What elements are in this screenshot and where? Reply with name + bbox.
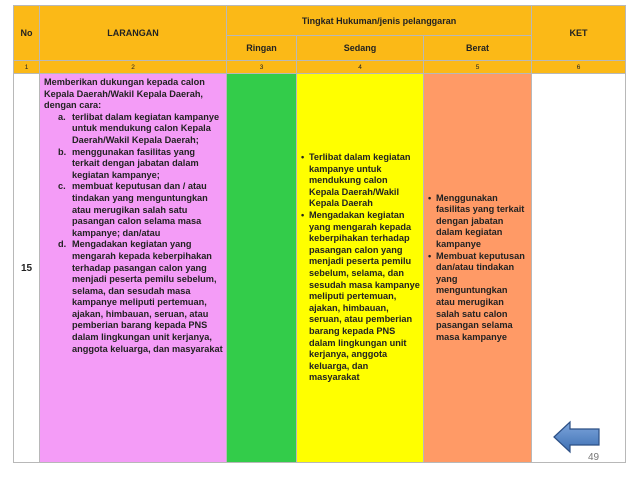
- column-number: 1: [14, 61, 40, 74]
- larangan-intro: Memberikan dukungan kepada calon Kepala Daerah/Wakil Kepala Daerah, dengan cara:: [44, 77, 205, 111]
- header-larangan: LARANGAN: [40, 6, 227, 61]
- ringan-cell: [227, 74, 297, 463]
- berat-cell: [424, 74, 532, 463]
- list-item: b. menggunakan fasilitas yang terkait dengan jabatan dalam kegiatan kampanye;: [58, 146, 199, 180]
- sedang-cell: [297, 74, 424, 463]
- list-item: d. Mengadakan kegiatan yang mengarah kepada keberpihakan terhadap pasangan calon yang menjadi peserta pemilu sebelum, selama, dan sesudah masa kampanye meliputi pertemuan, ajakan, himbauan, seruan, atau pemberian barang kepada PNS dalam lingkungan unit kerjanya, anggota keluarga, dan masyarakat: [58, 239, 223, 354]
- header-ringan: Ringan: [227, 36, 297, 61]
- sedang-list: [297, 150, 423, 386]
- column-number: 5: [424, 61, 532, 74]
- header-no: No: [14, 6, 40, 61]
- list-item: • Terlibat dalam kegiatan kampanye untuk mendukung calon Kepala Daerah/Wakil Kepala Daerah: [300, 152, 420, 210]
- list-item: c. membuat keputusan dan / atau tindakan yang menguntungkan atau merugikan salah satu pasangan calon selama masa kampanye; dan/atau: [58, 181, 208, 238]
- list-item: • Membuat keputusan dan/atau tindakan yang menguntungkan atau merugikan salah satu calon pasangan selama masa kampanye: [427, 251, 528, 344]
- violation-table: [13, 5, 626, 463]
- larangan-cell: [40, 74, 227, 463]
- header-ket: KET: [532, 6, 626, 61]
- column-number: 2: [40, 61, 227, 74]
- column-number: 3: [227, 61, 297, 74]
- page-number: 49: [588, 452, 600, 463]
- list-item: a. terlibat dalam kegiatan kampanye untuk mendukung calon Kepala Daerah/Wakil Kepala Daerah;: [58, 111, 220, 145]
- ket-cell: [532, 74, 626, 463]
- column-number: 4: [297, 61, 424, 74]
- list-item: • Menggunakan fasilitas yang terkait dengan jabatan dalam kegiatan kampanye: [427, 193, 528, 251]
- list-item: • Mengadakan kegiatan yang mengarah kepada keberpihakan terhadap pasangan calon yang menjadi peserta pemilu sebelum, selama, dan sesudah masa kampanye meliputi pertemuan, ajakan, himbauan, seruan, atau pemberian barang kepada PNS dalam lingkungan unit kerjanya, anggota keluarga, dan masyarakat: [300, 210, 420, 384]
- header-berat: Berat: [424, 36, 532, 61]
- larangan-list: [44, 112, 223, 355]
- back-arrow-icon[interactable]: [552, 420, 602, 454]
- header-tingkat-hukuman: Tingkat Hukuman/jenis pelanggaran: [227, 6, 532, 36]
- berat-list: [424, 191, 531, 346]
- row-number: 15: [14, 74, 40, 463]
- header-sedang: Sedang: [297, 36, 424, 61]
- column-number: 6: [532, 61, 626, 74]
